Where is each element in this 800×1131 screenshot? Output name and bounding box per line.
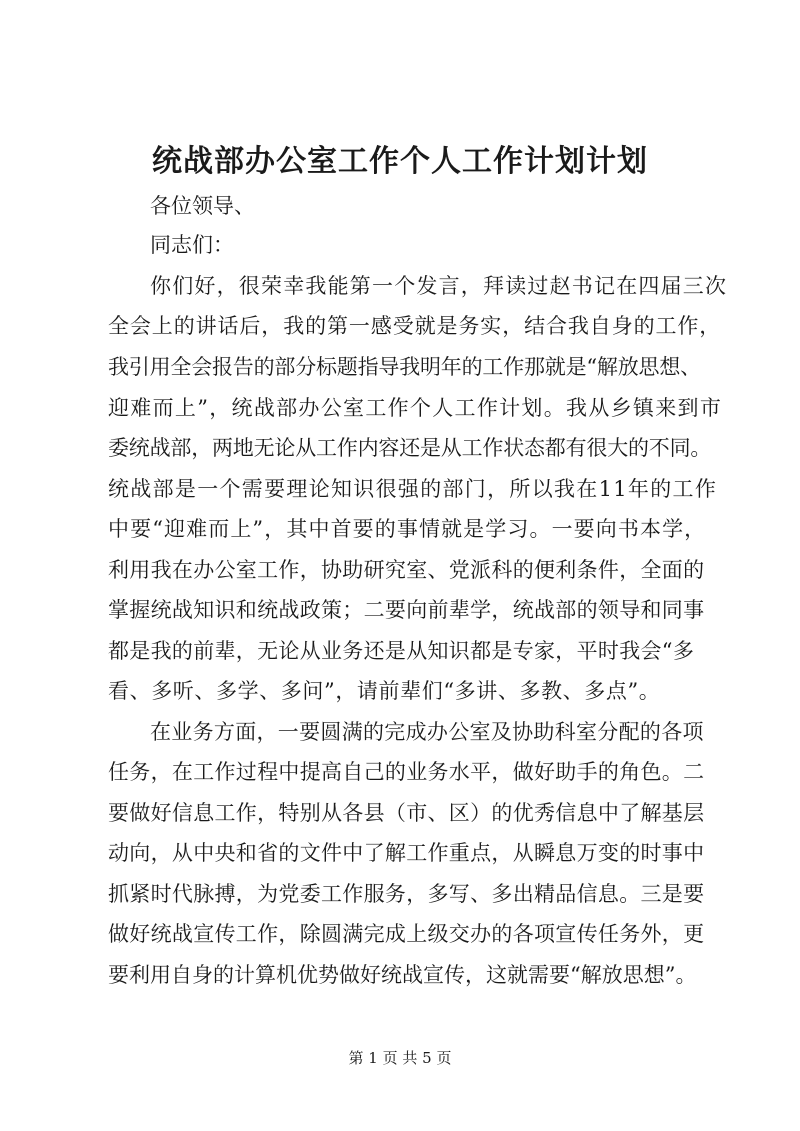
paragraph-line: 在业务方面，一要圆满的完成办公室及协助科室分配的各项 <box>150 720 704 744</box>
paragraph-line: 任务，在工作过程中提高自己的业务水平，做好助手的角色。二 <box>108 760 705 784</box>
paragraph-line: 迎难而上”，统战部办公室工作个人工作计划。我从乡镇来到市 <box>108 396 723 420</box>
salutation-line: 各位领导、 <box>150 194 255 218</box>
paragraph-line: 你们好，很荣幸我能第一个发言，拜读过赵书记在四届三次 <box>150 274 728 298</box>
paragraph-line: 我引用全会报告的部分标题指导我明年的工作那就是“解放思想、 <box>108 355 701 379</box>
paragraph-line: 要利用自身的计算机优势做好统战宣传，这就需要“解放思想”。 <box>108 963 697 987</box>
document-title: 统战部办公室工作个人工作计划计划 <box>152 144 648 179</box>
paragraph-line: 要做好信息工作，特别从各县（市、区）的优秀信息中了解基层 <box>108 801 705 825</box>
paragraph-line: 利用我在办公室工作，协助研究室、党派科的便利条件，全面的 <box>108 558 705 582</box>
paragraph-line: 动向，从中央和省的文件中了解工作重点，从瞬息万变的时事中 <box>108 841 705 865</box>
paragraph-line: 中要“迎难而上”，其中首要的事情就是学习。一要向书本学， <box>108 517 707 541</box>
paragraph-line: 统战部是一个需要理论知识很强的部门，所以我在11年的工作 <box>108 477 718 501</box>
page-number-footer: 第 1 页 共 5 页 <box>348 1049 452 1067</box>
paragraph-line: 都是我的前辈，无论从业务还是从知识都是专家，平时我会“多 <box>108 639 695 663</box>
paragraph-line: 看、多听、多学、多问”，请前辈们“多讲、多教、多点”。 <box>108 679 661 703</box>
paragraph-line: 掌握统战知识和统战政策；二要向前辈学，统战部的领导和同事 <box>108 598 705 622</box>
paragraph-line: 抓紧时代脉搏，为党委工作服务，多写、多出精品信息。三是要 <box>108 882 705 906</box>
paragraph-line: 全会上的讲话后，我的第一感受就是务实，结合我自身的工作， <box>108 314 722 338</box>
salutation-line: 同志们： <box>150 233 234 257</box>
paragraph-line: 做好统战宣传工作，除圆满完成上级交办的各项宣传任务外，更 <box>108 922 705 946</box>
paragraph-line: 委统战部，两地无论从工作内容还是从工作状态都有很大的不同。 <box>108 436 712 460</box>
